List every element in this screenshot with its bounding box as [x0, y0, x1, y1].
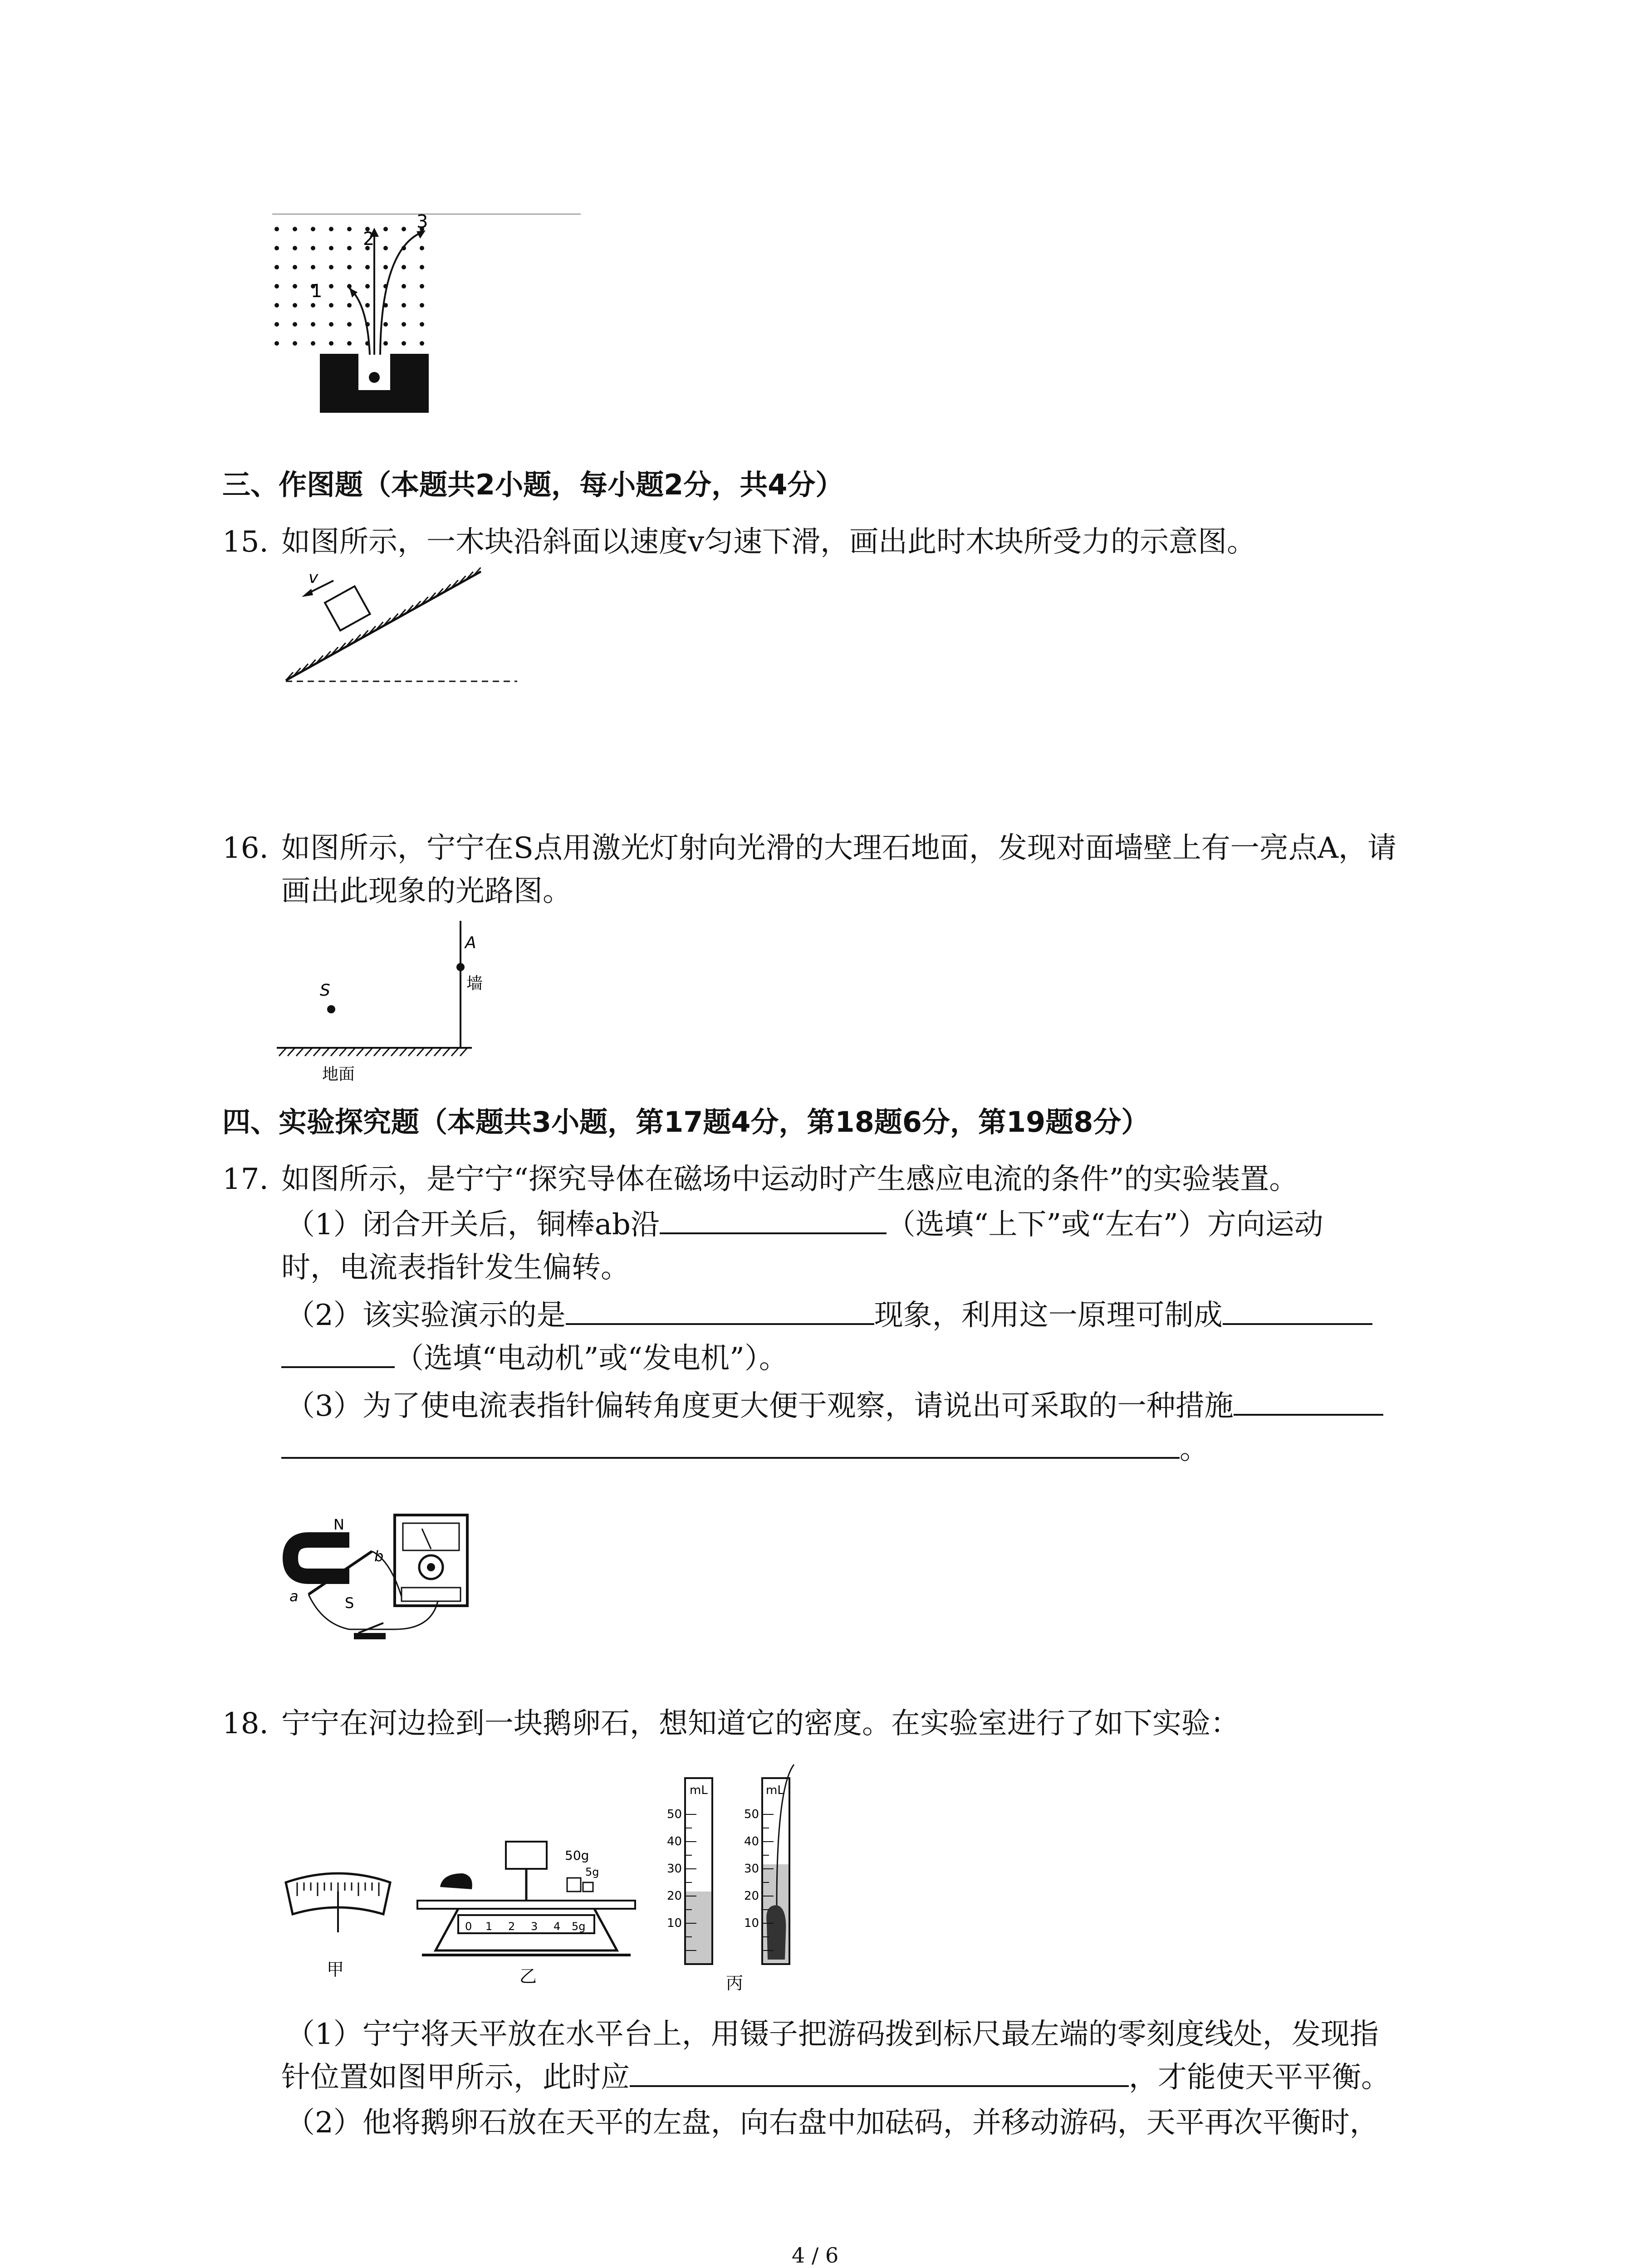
q17-p2-a: （2）该实验演示的是 [286, 1299, 566, 1332]
q16-line1: 如图所示，宁宁在S点用激光灯射向光滑的大理石地面，发现对面墙壁上有一亮点A，请 [281, 831, 1397, 865]
q17-p1-b: （选填“上下”或“左右”）方向运动 [886, 1208, 1323, 1242]
q18-part1-line2 [281, 2059, 1390, 2096]
wall-label: 墙 [466, 974, 483, 993]
cyl2-ml: mL [766, 1784, 784, 1797]
q17-blank-4b[interactable] [281, 1452, 1180, 1459]
scale-mark-1: 1 [485, 1920, 493, 1933]
q15-number: 15. [222, 525, 269, 559]
cyl1-tick-50: 50 [667, 1808, 682, 1821]
q14-figure [272, 209, 590, 417]
q17-number: 17. [222, 1163, 269, 1196]
q17-part2-line1 [286, 1297, 1372, 1334]
q17-p2-c: （选填“电动机”或“发电机”）。 [395, 1342, 788, 1375]
q18-blank-1[interactable] [630, 2081, 1129, 2087]
q17-p3-end: 。 [1180, 1432, 1209, 1466]
scale-mark-0: 0 [465, 1920, 472, 1933]
q17-p1-c: 时，电流表指针发生偏转。 [281, 1251, 630, 1285]
cyl2-tick-20: 20 [744, 1889, 759, 1903]
q17-part2-line2 [281, 1340, 788, 1377]
q18-p1-c: ，才能使天平平衡。 [1129, 2061, 1390, 2094]
velocity-label: v [309, 568, 318, 587]
cyl1-tick-20: 20 [667, 1889, 682, 1903]
fig-jia-dial [281, 1864, 399, 1982]
q17-figure [281, 1510, 481, 1651]
cyl2-tick-40: 40 [744, 1835, 759, 1848]
q16-line2: 画出此现象的光路图。 [281, 875, 572, 908]
scale-mark-2: 2 [508, 1920, 515, 1933]
q17-p1-a: （1）闭合开关后，铜棒ab沿 [286, 1208, 660, 1242]
fig-yi-balance [408, 1805, 644, 1987]
section-4-title: 四、实验探究题（本题共3小题，第17题4分，第18题6分，第19题8分） [222, 1105, 1150, 1139]
cyl1-tick-30: 30 [667, 1862, 682, 1876]
q17-blank-4a[interactable] [1234, 1409, 1383, 1416]
scale-mark-5: 5g [572, 1920, 586, 1933]
q17-blank-3a[interactable] [1223, 1319, 1372, 1325]
magnet-n-label: N [333, 1516, 344, 1533]
scale-mark-4: 4 [554, 1920, 561, 1933]
q18-p2: （2）他将鹅卵石放在天平的左盘，向右盘中加砝码，并移动游码，天平再次平衡时， [286, 2106, 1379, 2140]
rod-a-label: a [289, 1588, 299, 1605]
q18-p1-a: （1）宁宁将天平放在水平台上，用镊子把游码拨到标尺最左端的零刻度线处，发现指 [286, 2018, 1379, 2051]
q18-number: 18. [222, 1707, 269, 1740]
point-a-label: A [465, 934, 476, 952]
q17-blank-3b[interactable] [281, 1362, 395, 1368]
q17-text: 如图所示，是宁宁“探究导体在磁场中运动时产生感应电流的条件”的实验装置。 [281, 1163, 1298, 1196]
fig-bing-cylinders [658, 1760, 830, 1996]
q17-p3-a: （3）为了使电流表指针偏转角度更大便于观察，请说出可采取的一种措施 [286, 1389, 1234, 1423]
track-label-3: 3 [416, 211, 428, 232]
q16-number: 16. [222, 831, 269, 865]
rod-b-label: b [374, 1548, 384, 1565]
q17-blank-1[interactable] [660, 1228, 887, 1234]
ground-label: 地面 [322, 1065, 355, 1084]
page-number: 4 / 6 [792, 2243, 839, 2268]
cyl1-tick-40: 40 [667, 1835, 682, 1848]
point-s-label: S [320, 981, 330, 1000]
track-label-2: 2 [363, 229, 375, 249]
cyl2-tick-10: 10 [744, 1916, 759, 1930]
fig-jia-label: 甲 [327, 1960, 344, 1980]
q16-figure [272, 912, 490, 1084]
fig-bing-label: 丙 [726, 1973, 744, 1993]
q17-part3-line2 [281, 1431, 1209, 1467]
cyl2-tick-50: 50 [744, 1808, 759, 1821]
cyl1-tick-10: 10 [667, 1916, 682, 1930]
q17-p2-b: 现象，利用这一原理可制成 [874, 1299, 1223, 1332]
q15-text: 如图所示，一木块沿斜面以速度v匀速下滑，画出此时木块所受力的示意图。 [281, 525, 1256, 559]
cyl2-tick-30: 30 [744, 1862, 759, 1876]
weight-50g-label: 50g [565, 1848, 589, 1863]
q18-p1-b: 针位置如图甲所示，此时应 [281, 2061, 630, 2094]
magnet-s-label: S [345, 1594, 354, 1612]
fig-yi-label: 乙 [519, 1966, 537, 1986]
q17-part3-line1 [286, 1388, 1383, 1424]
field-dots [274, 227, 424, 346]
q18-text: 宁宁在河边捡到一块鹅卵石，想知道它的密度。在实验室进行了如下实验： [281, 1707, 1239, 1740]
q17-part1-line1 [286, 1207, 1323, 1243]
scale-mark-3: 3 [531, 1920, 538, 1933]
cyl1-ml: mL [690, 1784, 708, 1797]
q17-blank-2[interactable] [566, 1319, 874, 1325]
q15-figure [281, 562, 526, 689]
weight-5g-label: 5g [585, 1866, 599, 1878]
section-3-title: 三、作图题（本题共2小题，每小题2分，共4分） [222, 468, 844, 501]
track-label-1: 1 [311, 281, 323, 302]
